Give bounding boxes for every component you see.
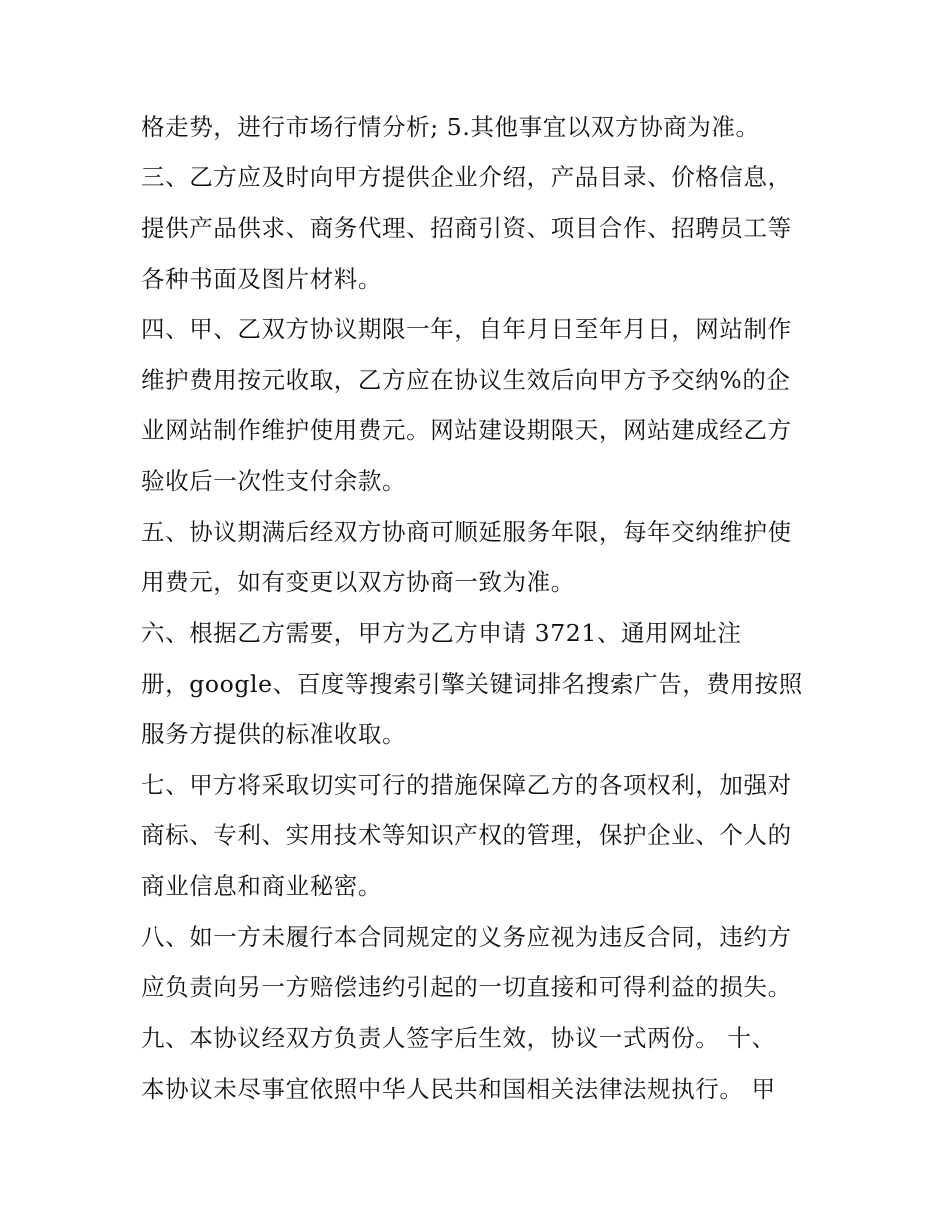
text-line: 商标、专利、实用技术等知识产权的管理，保护企业、个人的	[141, 821, 792, 849]
text-line: 用费元，如有变更以双方协商一致为准。	[141, 568, 575, 596]
text-line: 商业信息和商业秘密。	[141, 872, 382, 900]
text-line: 四、甲、乙双方协议期限一年，自年月日至年月日，网站制作	[141, 315, 792, 343]
text-line: 五、协议期满后经双方协商可顺延服务年限，每年交纳维护使	[141, 518, 792, 546]
text-line: 各种书面及图片材料。	[141, 265, 382, 293]
text-line: 九、本协议经双方负责人签字后生效，协议一式两份。 十、	[141, 1024, 776, 1052]
text-line: 提供产品供求、商务代理、招商引资、项目合作、招聘员工等	[141, 214, 792, 242]
text-line: 八、如一方未履行本合同规定的义务应视为违反合同，违约方	[141, 923, 792, 951]
text-line: 验收后一次性支付余款。	[141, 467, 407, 495]
text-line: 六、根据乙方需要，甲方为乙方申请 3721、通用网址注	[141, 619, 742, 647]
text-line: 业网站制作维护使用费元。网站建设期限天，网站建成经乙方	[141, 416, 792, 444]
text-line: 册，google、百度等搜索引擎关键词排名搜索广告，费用按照	[141, 670, 803, 698]
text-line: 三、乙方应及时向甲方提供企业介绍，产品目录、价格信息，	[141, 163, 792, 191]
text-line: 本协议未尽事宜依照中华人民共和国相关法律法规执行。 甲	[141, 1075, 776, 1103]
text-line: 服务方提供的标准收取。	[141, 720, 407, 748]
text-line: 格走势，进行市场行情分析; 5.其他事宜以双方协商为准。	[141, 113, 760, 141]
text-line: 七、甲方将采取切实可行的措施保障乙方的各项权利，加强对	[141, 771, 792, 799]
text-line: 应负责向另一方赔偿违约引起的一切直接和可得利益的损失。	[141, 973, 792, 1001]
text-line: 维护费用按元收取，乙方应在协议生效后向甲方予交纳%的企	[141, 366, 791, 394]
